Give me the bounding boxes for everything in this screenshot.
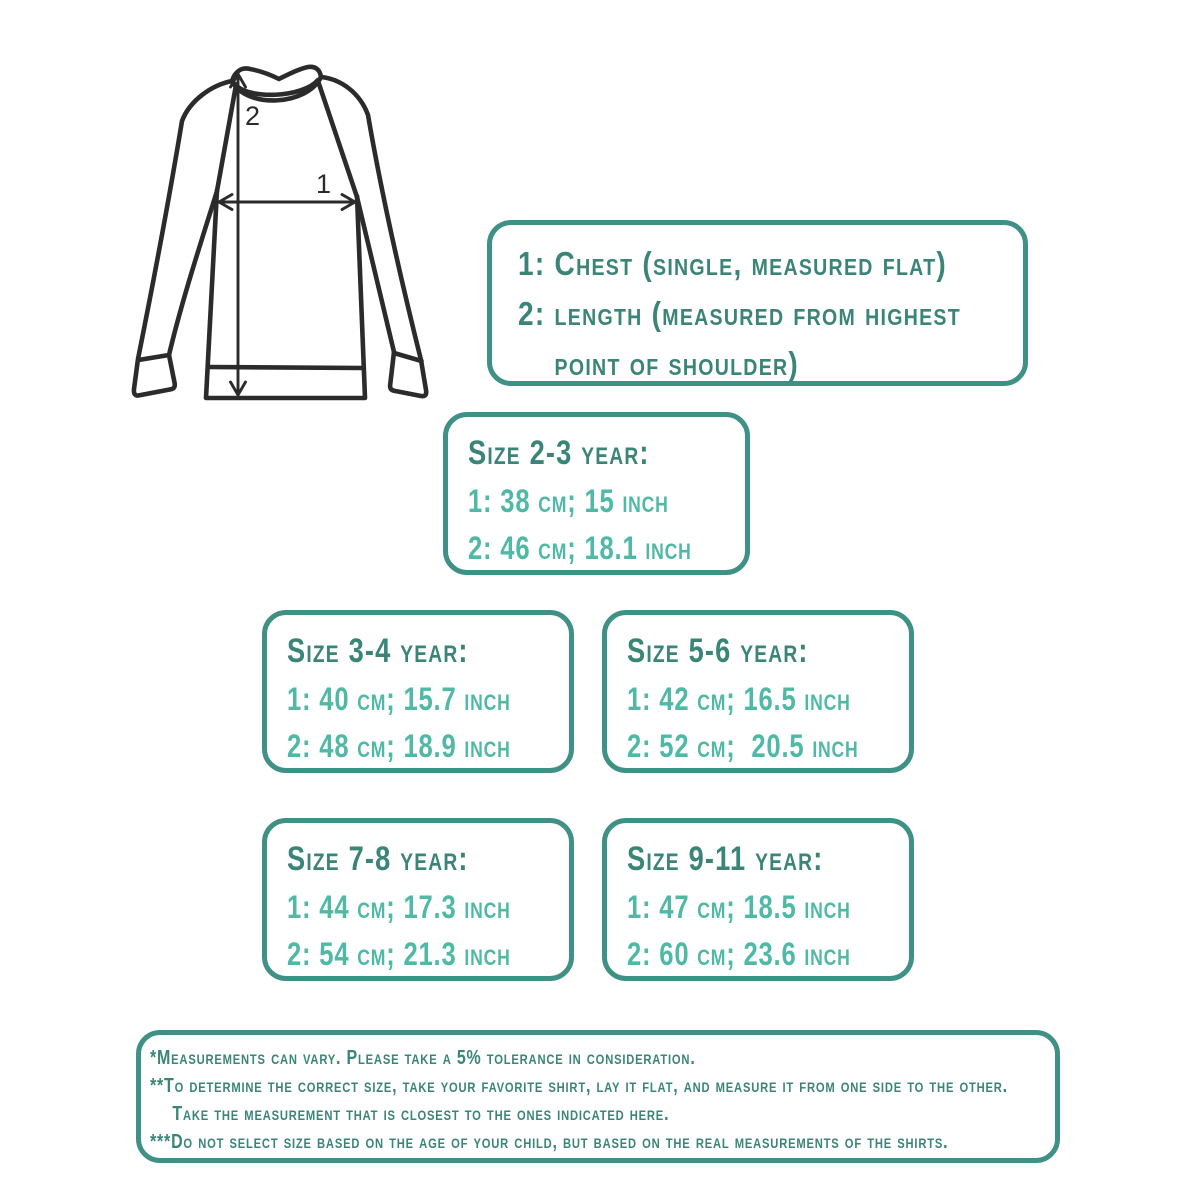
chest-arrow-label: 1 (316, 169, 332, 199)
size-length-value: 2: 54 cm; 21.3 inch (287, 936, 511, 972)
size-box-2-3-year (443, 412, 750, 575)
size-chest-value: 1: 44 cm; 17.3 inch (287, 889, 511, 925)
legend-line-length: 2: length (measured from highest (518, 295, 961, 332)
size-length-value: 2: 52 cm; 20.5 inch (627, 728, 859, 764)
legend-line-chest: 1: Chest (single, measured flat) (518, 245, 947, 282)
hem-line (208, 367, 363, 368)
size-title: Size 3-4 year: (287, 632, 469, 670)
size-box-9-11-year (602, 818, 914, 981)
size-chest-value: 1: 38 cm; 15 inch (468, 483, 669, 519)
collar-top-edge (232, 67, 321, 81)
size-title: Size 9-11 year: (627, 840, 824, 878)
size-length-value: 2: 60 cm; 23.6 inch (627, 936, 851, 972)
legend-box (487, 220, 1028, 386)
length-arrow-label: 2 (245, 101, 261, 131)
footnote-how-to-measure: **To determine the correct size, take your favorite shirt, lay it flat, and measure it from one side to the other. (150, 1075, 1008, 1097)
legend-line-length-wrap: point of shoulder) (554, 345, 800, 382)
left-cuff-line (139, 355, 170, 360)
size-chest-value: 1: 47 cm; 18.5 inch (627, 889, 851, 925)
sweater-outline (134, 67, 426, 398)
size-chest-value: 1: 40 cm; 15.7 inch (287, 681, 511, 717)
footnote-tolerance: *Measurements can vary. Please take a 5% tolerance in consideration. (150, 1047, 696, 1069)
sweater-diagram (122, 58, 472, 418)
footnotes-box (136, 1030, 1060, 1163)
left-sleeve (134, 81, 232, 396)
size-title: Size 7-8 year: (287, 840, 469, 878)
size-box-3-4-year (262, 610, 574, 773)
size-box-5-6-year (602, 610, 914, 773)
left-raglan-seam (217, 85, 236, 191)
footnote-age-warning: ***Do not select size based on the age of your child, but based on the real measurements of the shirts. (150, 1131, 949, 1153)
size-chest-value: 1: 42 cm; 16.5 inch (627, 681, 851, 717)
size-box-7-8-year (262, 818, 574, 981)
footnote-how-to-measure-wrap: Take the measurement that is closest to the ones indicated here. (172, 1103, 670, 1125)
size-length-value: 2: 48 cm; 18.9 inch (287, 728, 511, 764)
size-title: Size 2-3 year: (468, 434, 650, 472)
right-sleeve (321, 77, 426, 396)
size-length-value: 2: 46 cm; 18.1 inch (468, 530, 692, 566)
length-arrow (231, 74, 246, 395)
size-title: Size 5-6 year: (627, 632, 809, 670)
